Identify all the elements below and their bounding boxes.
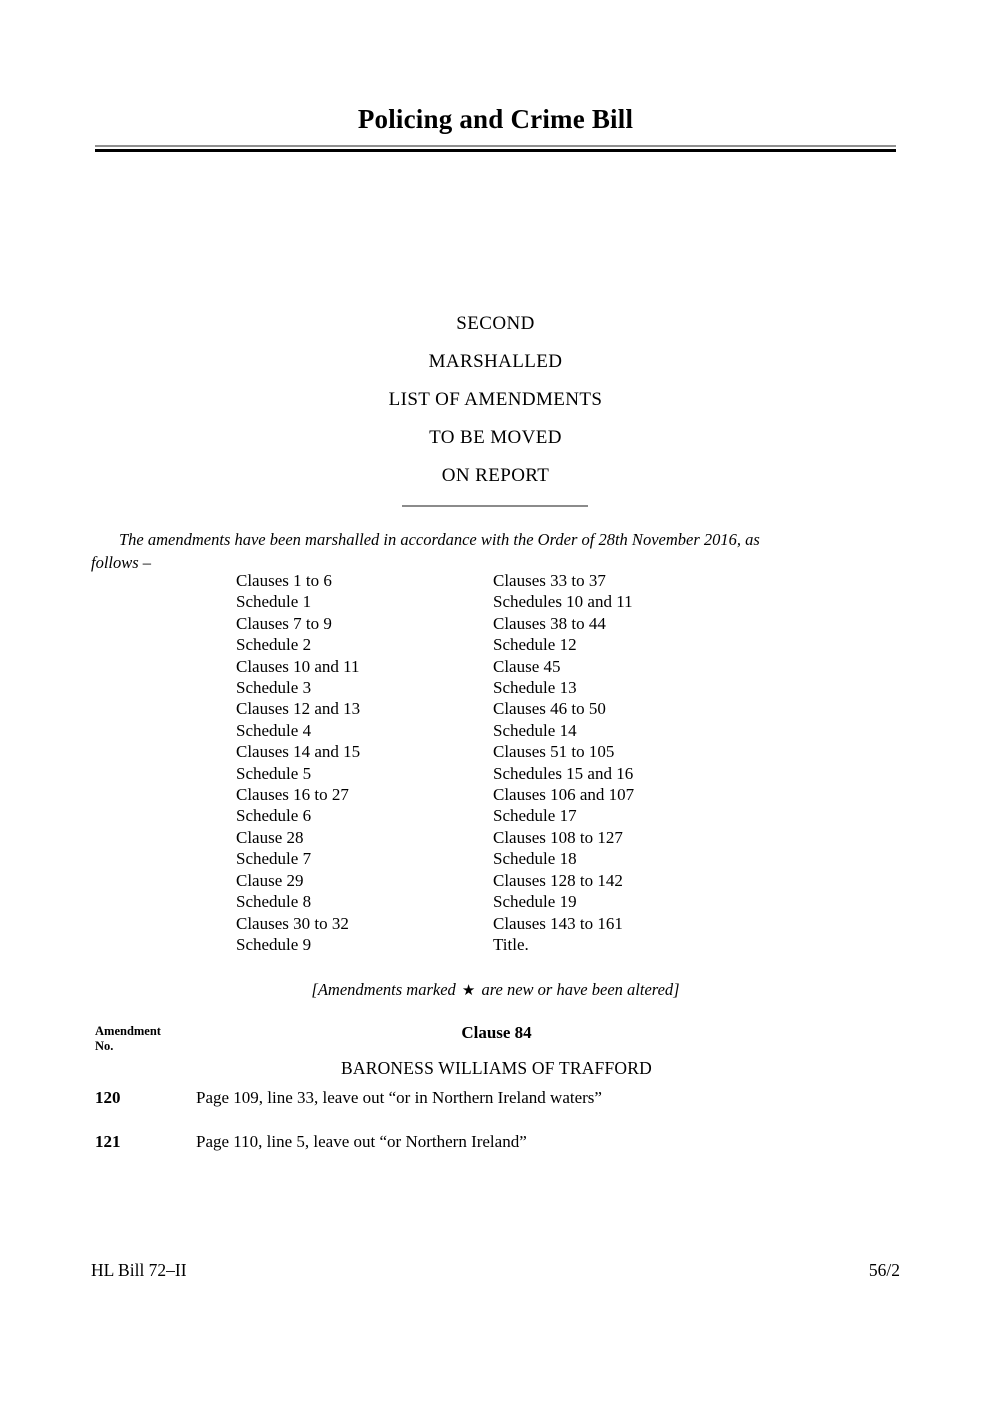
page-title: Policing and Crime Bill <box>357 104 634 134</box>
contents-item: Schedule 12 <box>493 635 577 655</box>
note-open-bracket: [ <box>311 980 318 999</box>
star-icon: ★ <box>461 983 476 999</box>
contents-item: Schedule 19 <box>493 892 577 912</box>
amendment-label-line1: Amendment <box>95 1024 161 1038</box>
contents-item: Schedule 7 <box>236 849 312 869</box>
heading-divider-rule <box>402 505 588 507</box>
member-name: BARONESS WILLIAMS OF TRAFFORD <box>341 1058 652 1078</box>
contents-item: Clauses 143 to 161 <box>493 913 623 933</box>
heading-line-to-be-moved: TO BE MOVED <box>429 427 562 448</box>
contents-item: Schedule 13 <box>493 678 577 698</box>
title-double-rule <box>95 145 896 152</box>
heading-line-marshalled: MARSHALLED <box>428 351 563 372</box>
amendment-label-line2: No. <box>95 1039 114 1053</box>
contents-item: Clauses 33 to 37 <box>493 571 606 590</box>
contents-item: Schedule 5 <box>236 763 312 783</box>
contents-item: Schedule 4 <box>236 720 312 740</box>
page-number: 56/2 <box>868 1260 900 1280</box>
contents-item: Clauses 10 and 11 <box>236 656 360 676</box>
contents-item: Schedule 1 <box>236 592 312 612</box>
page-footer <box>91 1260 900 1284</box>
contents-item: Clauses 38 to 44 <box>493 613 606 633</box>
note-text-after: are new or have been altered <box>477 980 674 999</box>
contents-item: Clauses 46 to 50 <box>493 699 606 719</box>
contents-item: Clauses 1 to 6 <box>236 571 332 590</box>
contents-item: Clause 29 <box>236 870 304 890</box>
contents-item: Clauses 16 to 27 <box>236 785 349 805</box>
heading-line-list-of-amendments: LIST OF AMENDMENTS <box>388 389 603 410</box>
contents-item: Clause 45 <box>493 656 561 676</box>
heading-line-on-report: ON REPORT <box>441 465 550 486</box>
contents-column-left <box>236 570 360 955</box>
contents-item: Clauses 7 to 9 <box>236 613 332 633</box>
contents-item: Clauses 108 to 127 <box>493 827 623 847</box>
contents-item: Clauses 12 and 13 <box>236 699 361 719</box>
contents-item: Schedule 14 <box>493 720 577 740</box>
contents-item: Title. <box>493 934 529 954</box>
contents-item: Schedules 10 and 11 <box>493 592 633 612</box>
contents-item: Clauses 30 to 32 <box>236 913 349 933</box>
marshalling-note-text: The amendments have been marshalled in accordance with the Order of 28th November 2016, as <box>119 530 760 549</box>
amendment-row <box>0 1132 991 1176</box>
note-close-bracket: ] <box>673 980 680 999</box>
bill-reference: HL Bill 72–II <box>91 1260 187 1280</box>
contents-item: Schedule 9 <box>236 934 312 954</box>
contents-item: Clauses 14 and 15 <box>236 742 361 762</box>
contents-item: Clause 28 <box>236 827 304 847</box>
contents-item: Clauses 51 to 105 <box>493 742 615 762</box>
contents-item: Schedule 6 <box>236 806 312 826</box>
amendment-row <box>0 1088 991 1132</box>
heading-line-second: SECOND <box>456 313 535 334</box>
contents-item: Clauses 128 to 142 <box>493 870 623 890</box>
title-rule-thin <box>95 145 896 147</box>
new-amendments-note <box>95 980 896 1000</box>
contents-item: Schedules 15 and 16 <box>493 763 634 783</box>
marshalling-note <box>91 528 900 574</box>
contents-item: Schedule 18 <box>493 849 577 869</box>
amendment-number: 120 <box>95 1088 121 1107</box>
contents-item: Schedule 3 <box>236 678 312 698</box>
contents-item: Schedule 8 <box>236 892 312 912</box>
amendments-list <box>0 1088 991 1176</box>
clause-heading: Clause 84 <box>461 1023 532 1042</box>
contents-item: Schedule 2 <box>236 635 312 655</box>
marshalling-note-follows: follows – <box>91 553 152 572</box>
contents-item: Clauses 106 and 107 <box>493 785 635 805</box>
amendment-number: 121 <box>95 1132 121 1151</box>
note-text-before: Amendments marked <box>317 980 460 999</box>
amendment-text: Page 109, line 33, leave out “or in Northern Ireland waters” <box>196 1088 602 1107</box>
contents-item: Schedule 17 <box>493 806 577 826</box>
contents-column-right <box>493 570 634 955</box>
title-rule-thick <box>95 149 896 152</box>
list-heading-block <box>95 305 896 495</box>
amendment-text: Page 110, line 5, leave out “or Northern Ireland” <box>196 1132 527 1151</box>
